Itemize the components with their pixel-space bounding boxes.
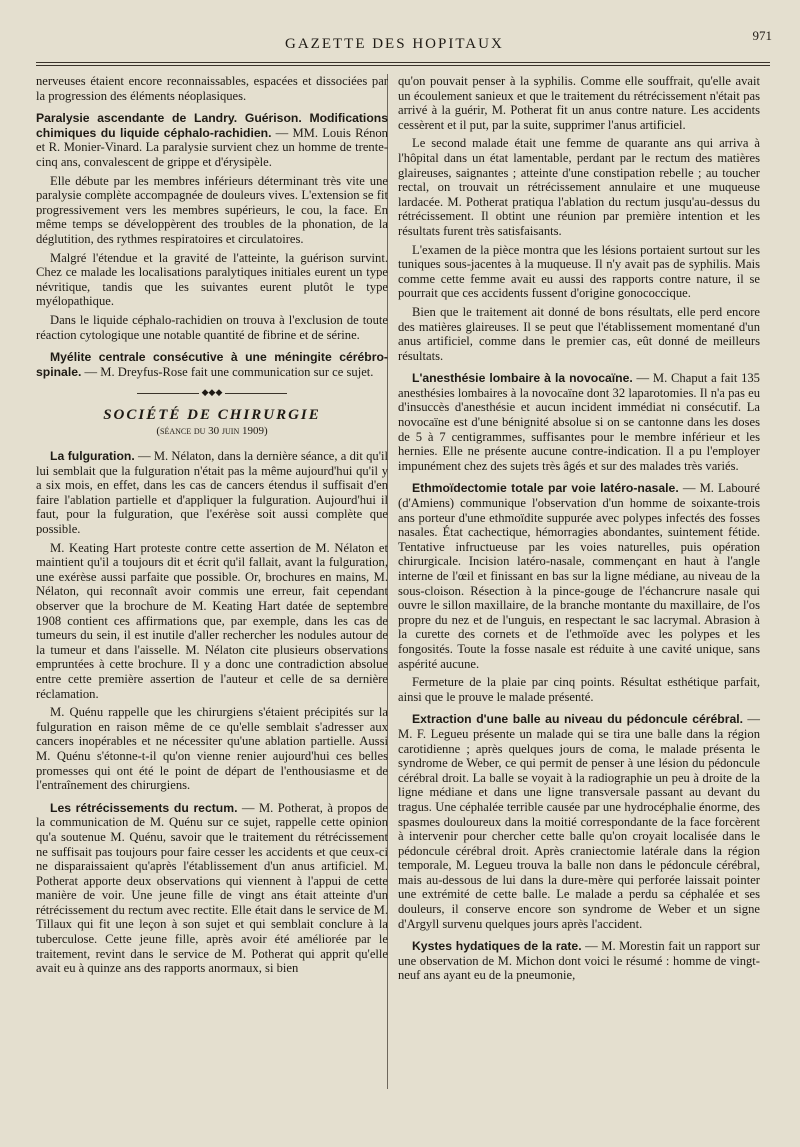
article-body xyxy=(36,350,388,379)
paragraph: Malgré l'étendue et la gravité de l'atteinte, la guérison survint. Chez ce malade les localisations paralytiques initiales eurent un type névritique, tandis que les suivantes eurent plutôt le type myélopathique. xyxy=(36,250,388,309)
article-anesthesie xyxy=(398,371,760,473)
article-balle xyxy=(398,712,760,931)
article-body xyxy=(36,111,388,169)
article-heading: Les rétrécissements du rectum. xyxy=(50,800,238,815)
article-myelite xyxy=(36,350,388,379)
article-body xyxy=(36,801,388,976)
paragraph: Elle débute par les membres inférieurs déterminant très vite une paralysie complète accompagnée de douleurs vives. L'extension se fit progressivement vers les membres supérieurs, le cou, la face. En même temps se développèrent des troubles de la phonation, de la déglutition, des rythmes respiratoires et circulatoires. xyxy=(36,173,388,246)
page-number: 971 xyxy=(752,28,772,43)
paragraph: qu'on pouvait penser à la syphilis. Comme elle souffrait, qu'elle avait un écoulement sanieux et que le traitement du rétrécissement n'était pas arrivé à la guérir, M. Potherat fit un anus contre nature. Les accidents cessèrent et il put, par la suite, supprimer l'anus artificiel. xyxy=(398,74,760,132)
article-text: — M. Dreyfus-Rose fait une communication sur ce sujet. xyxy=(81,364,374,379)
article-kystes xyxy=(398,939,760,983)
paragraph: nerveuses étaient encore reconnaissables, espacées et dissociées par la progression des éléments néoplasiques. xyxy=(36,74,388,103)
article-body xyxy=(398,481,760,671)
article-text: — M. Labouré (d'Amiens) communique l'observation d'un homme de soixante-trois ans porteur d'une ethmoïdite suppurée avec polypes infectés des fosses nasales. État cachectique, hémorragies abondantes, suintement fétide. Tentative infructueuse par les voies naturelles, puis opération chirurgicale. Incision latéro-nasale, commençant en haut à l'angle interne de l'œil et finissant en bas sur la ligne médiane, au niveau de la sous-cloison. Résection à la pince-gouge de l'échancrure nasale qui ouvre le sillon maxillaire, de la branche montante du maxillaire, de l'os propre du nez et de l'unguis, en respectant le sac lacrymal. Abrasion à la curette des cornets et de l'ethmoïde avec les polypes et les fongosités. Toute la fosse nasale est réduite à une cavité unique, sans aspérité aucune. xyxy=(398,481,761,671)
article-text: — M. Potherat, à propos de la communication de M. Quénu sur ce sujet, rappelle cette opinion qu'a soutenue M. Quénu, savoir que le traitement du rétrécissement ne suffisait pas toujours pour faire cesser les accidents et que ceux-ci ne disparaissaient qu'après l'établissement d'un anus artificiel. M. Potherat apporte deux observations qui viennent à l'appui de cette manière de voir. Une jeune fille de vingt ans était atteinte d'un rétrécissement du rectum avec rectite. Elle était dans le service de M. Tillaux qui fit une leçon à son sujet et qui semblait conclure à la tuberculose. Cette jeune fille, après avoir été améliorée par le traitement, revint dans le service de M. Potherat qui apprit qu'elle avait eu à quinze ans des rapports anormaux, si bien xyxy=(36,800,388,976)
article-body xyxy=(398,939,760,983)
article-heading: L'anesthésie lombaire à la novocaïne. xyxy=(412,371,633,386)
article-text: — M. Chaput a fait 135 anesthésies lombaires à la novocaïne dont 32 laparotomies. Il n'a pas eu d'insuccès d'anesthésie et aucun incident immédiat ni consécutif. La novocaïne est d'une bénignité absolue si on se cantonne dans les doses de 5 à 7 centigrammes, suffisantes pour le membre inférieur et les hernies. Elle ne présente aucune contre-indication. Il a pu l'employer impunément chez des sujets très âgés et sur des malades très variés. xyxy=(398,371,760,473)
header-rule xyxy=(36,62,770,66)
article-heading: Extraction d'une balle au niveau du pédoncule cérébral. xyxy=(412,712,744,727)
paragraph: L'examen de la pièce montra que les lésions portaient surtout sur les tuniques sous-jacentes à la muqueuse. Il n'y avait pas de syphilis. Mais comme cette femme avait eu aussi des rapports contre nature, il se pourrait que ces accidents fussent d'origine gonococcique. xyxy=(398,242,760,301)
running-head xyxy=(0,28,800,58)
session-date: (séance du 30 juin 1909) xyxy=(156,425,268,438)
society-title: SOCIÉTÉ DE CHIRURGIE xyxy=(103,406,321,423)
paragraph: Fermeture de la plaie par cinq points. Résultat esthétique parfait, ainsi que le prouve le malade présenté. xyxy=(398,675,760,704)
journal-title: GAZETTE DES HOPITAUX xyxy=(285,36,504,52)
left-column xyxy=(36,74,388,980)
article-heading: Ethmoïdectomie totale par voie latéro-nasale. xyxy=(412,481,679,496)
paragraph: Dans le liquide céphalo-rachidien on trouva à l'exclusion de toute réaction cytologique une notable quantité de fibrine et de sérine. xyxy=(36,312,388,342)
article-text: — M. Nélaton, dans la dernière séance, a dit qu'il lui semblait que la fulguration n'était pas la même aujourd'hui qu'il y a six mois, en effet, dans les cas de cancers étendus il suffisait d'en faire l'ablation partielle et d'appliquer la fulguration. Aujourd'hui il faut, pour la fulguration, que l'exérèse soit aussi complète que possible. xyxy=(36,449,388,537)
paragraph: M. Quénu rappelle que les chirurgiens s'étaient précipités sur la fulguration en raison même de ce qu'elle semblait s'adresser aux cancers inopérables et ne nécessiter qu'une ablation partielle. Aussi M. Quénu s'étonne-t-il qu'on vienne renier aujourd'hui ces belles promesses qui ont été le point de départ de l'enthousiasme et de l'entraînement des chirurgiens. xyxy=(36,705,388,793)
article-body xyxy=(398,371,760,473)
paragraph: Bien que le traitement ait donné de bons résultats, elle perd encore des matières glaireuses. Il se peut que l'établissement momentané d'un anus artificiel, comme dans le premier cas, eût donné de meilleurs résultats. xyxy=(398,304,760,363)
article-authors: — MM. Louis Rénon et R. Monier-Vinard. xyxy=(36,125,388,155)
article-heading: La fulguration. xyxy=(50,449,135,464)
right-column xyxy=(398,74,760,987)
paragraph: M. Keating Hart proteste contre cette assertion de M. Nélaton et maintient qu'il a toujours dit et écrit qu'il fallait, avant la fulguration, une exérèse aussi parfaite que possible. Or, brochures en mains, M. Nélaton, qui reconnaît avoir commis une erreur, fait cependant observer que la brochure de M. Keating Hart datée de septembre 1908 contient ces affirmations que, par exemple, dans les cas de tumeurs du sein, il est inutile d'aller rechercher les nodules autour de la tumeur et dans l'aisselle. M. Nélaton cite plusieurs observations empruntées à cette brochure. Il y a donc une contradiction absolue entre cette première assertion de l'auteur et celle de sa dernière réclamation. xyxy=(36,540,388,701)
article-fulguration xyxy=(36,449,388,793)
article-landry xyxy=(36,111,388,342)
article-heading: Myélite centrale consécutive à une méningite cérébro-spinale. xyxy=(36,350,388,379)
article-text: — M. Morestin fait un rapport sur une observation de M. Michon dont voici le résumé : homme de vingt-neuf ans ayant eu de la pneumonie, xyxy=(398,939,760,983)
article-heading: Paralysie ascendante de Landry. Guérison. Modifications chimiques du liquide céphalo-rachidien. xyxy=(36,111,388,140)
paragraph: Le second malade était une femme de quarante ans qui arriva à l'hôpital dans un état lamentable, perdant par le rectum des matières glaireuses, saignantes ; atteinte d'une constipation rebelle ; au toucher rectal, on trouvait un rétrécissement annulaire et une muqueuse lardacée. M. Potherat pratiqua l'ablation du rectum jusqu'au-dessus du rétrécissement. Il obtint une réunion par première intention et les résultats furent très satisfaisants. xyxy=(398,136,760,238)
article-body xyxy=(398,712,760,931)
article-text: La paralysie survient chez un homme de trente-cinq ans, convalescent de grippe et d'érysipèle. xyxy=(36,140,389,169)
section-ornament: ◆◆◆ xyxy=(36,385,388,400)
article-text: — M. F. Legueu présente un malade qui se tira une balle dans la région carotidienne ; après quelques jours de coma, le malade présenta le syndrome de Weber, ce qui permit de penser à une lésion du pédoncule cérébral droit. La balle se voyait à la radiographie un peu à droite de la ligne médiane et dans une ligne transversale passant au devant du tragus. Une céphalée terrible causée par une hydrocéphalie énorme, des spasmes douloureux dans la moitié correspondante de la face forcèrent à intervenir pour chercher cette balle qu'on croyait localisée dans le pédoncule cérébral droit. Après craniectomie latérale dans la région temporale, M. Legueu trouva la balle non dans le pédoncule cérébral, mais au-dessous de lui dans la dure-mère qui perforée laissait pointer une extrémité de cette balle. Le malade a perdu sa céphalée et ses douleurs, il conserve encore son syndrome de Weber et un signe d'Argyll survenu quelques jours après l'accident. xyxy=(398,712,760,931)
article-retrecissements xyxy=(36,801,388,976)
article-heading: Kystes hydatiques de la rate. xyxy=(412,939,582,954)
article-body xyxy=(36,449,388,537)
article-ethmoidectomie xyxy=(398,481,760,704)
